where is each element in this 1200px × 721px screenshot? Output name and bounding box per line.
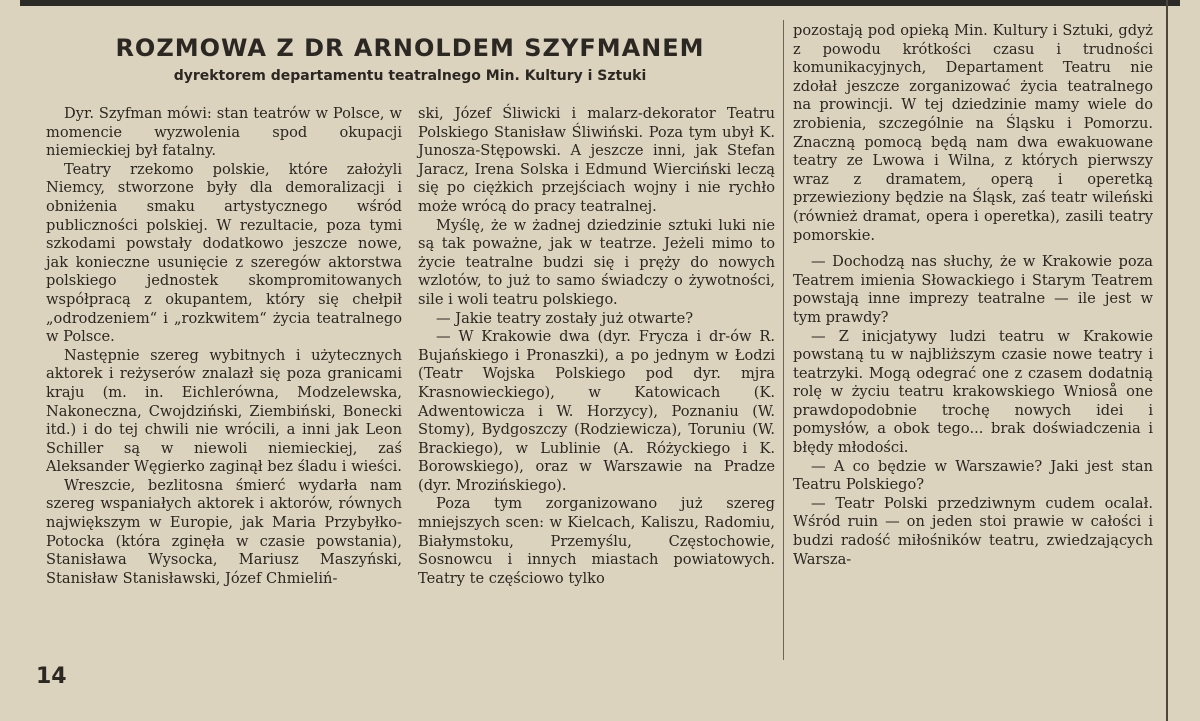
paragraph: — Jakie teatry zostały już otwarte? [436, 309, 694, 327]
paragraph: Myślę, że w żadnej dziedzinie sztuki luki nie są tak poważne, jak w teatrze. Jeżeli mimo to życie teatralne budzi się i pręży do nowych wzlotów, to już to samo świadczy o żywotności, sile i woli teatru polskiego. [418, 216, 775, 308]
article-headline: ROZMOWA Z DR ARNOLDEM SZYFMANEM [115, 34, 705, 62]
text-column-3 [793, 22, 1153, 569]
paragraph: Teatry rzekomo polskie, które założyli Niemcy, stworzone były dla demoralizacji i obniżenia smaku artystycznego wśród publiczności polskiej. W rezultacie, poza tymi szkodami powstały dodatkowo jeszcze nowe, jak konieczne usunięcie z szeregów aktorstwa polskiego jednostek skompromitowanych współpracą z okupantem, który się chełpił „odrodzeniem“ i „rozkwitem“ życia teatralnego w Polsce. [46, 160, 402, 346]
paragraph: Następnie szereg wybitnych i użytecznych aktorek i reżyserów znalazł się poza granicami kraju (m. in. Eichlerówna, Modzelewska, Nakoneczna, Cwojdziński, Ziembiński, Bonecki itd.) i do tej chwili nie wrócili, a inni jak Leon Schiller są w niewoli niemieckiej, zaś Aleksander Węgierko zaginął bez śladu i wieści. [46, 346, 402, 476]
paragraph: — A co będzie w Warszawie? Jaki jest stan Teatru Polskiego? [793, 457, 1153, 494]
paragraph: — Z inicjatywy ludzi teatru w Krakowie powstaną tu w najbliższym czasie nowe teatry i teatrzyki. Mogą odegrać one z czasem dodatnią rolę w życiu teatru krakowskiego Wnioså one prawdopodobnie trochę nowych idei i pomysłów, a obok tego... brak doświadczenia i błędy młodości. [793, 327, 1153, 457]
article-subheadline: dyrektorem departamentu teatralnego Min. Kultury i Sztuki [173, 68, 647, 84]
page-edge-rule [1166, 0, 1168, 721]
text-column-1 [46, 105, 402, 588]
paragraph: pozostają pod opieką Min. Kultury i Sztuki, gdyż z powodu krótkości czasu i trudności komunikacyjnych, Departament Teatru nie zdołał jeszcze zorganizować życia teatralnego na prowincji. W tej dziedzinie mamy wiele do zrobienia, szczególnie na Śląsku i Pomorzu. Znaczną pomocą będą nam dwa ewakuowane teatry ze Lwowa i Wilna, z których pierwszy wraz z dramatem, operą i operetką przewieziony będzie na Śląsk, zaś teatr wileński (również dramat, opera i operetka), zasili teatry pomorskie. [793, 22, 1153, 244]
paragraph: — Dochodzą nas słuchy, że w Krakowie poza Teatrem imienia Słowackiego i Starym Teatrem powstają inne imprezy teatralne — ile jest w tym prawdy? [793, 253, 1153, 326]
paragraph: Wreszcie, bezlitosna śmierć wydarła nam szereg wspaniałych aktorek i aktorów, równych największym w Europie, jak Maria Przybyłko-Potocka (która zginęła w czasie powstania), Stanisława Wysocka, Mariusz Maszyński, Stanisław Stanisławski, Józef Chmieliń- [46, 476, 402, 587]
text-column-2 [418, 105, 775, 588]
paragraph: — Teatr Polski przedziwnym cudem ocalał. Wśród ruin — on jeden stoi prawie w całości i budzi radość miłośników teatru, zwiedzających Warsza- [793, 494, 1153, 568]
paragraph: Dyr. Szyfman mówi: stan teatrów w Polsce, w momencie wyzwolenia spod okupacji niemieckiej był fatalny. [46, 105, 402, 160]
column-divider [783, 20, 784, 660]
paragraph: Poza tym zorganizowano już szereg mniejszych scen: w Kielcach, Kaliszu, Radomiu, Białymstoku, Przemyślu, Częstochowie, Sosnowcu i innych miastach powiatowych. Teatry te częściowo tylko [418, 495, 775, 587]
paragraph: ski, Józef Śliwicki i malarz-dekorator Teatru Polskiego Stanisław Śliwiński. Poza tym ubył K. Junosza-Stępowski. A jeszcze inni, jak Stefan Jaracz, Irena Solska i Edmund Wierciński leczą się po ciężkich przejściach wojny i nie rychło może wrócą do pracy teatralnej. [418, 105, 775, 215]
page-number: 14 [36, 664, 67, 689]
top-rule [20, 0, 1180, 6]
paragraph: — W Krakowie dwa (dyr. Frycza i dr-ów R. Bujańskiego i Pronaszki), a po jednym w Łodzi (Teatr Wojska Polskiego pod dyr. mjra Krasnowieckiego), w Katowicach (K. Adwentowicza i W. Horzycy), Poznaniu (W. Stomy), Bydgoszczy (Rodziewicza), Toruniu (W. Brackiego), w Lublinie (A. Różyckiego i K. Borowskiego), oraz w Warszawie na Pradze (dyr. Mrozińskiego). [418, 328, 775, 494]
